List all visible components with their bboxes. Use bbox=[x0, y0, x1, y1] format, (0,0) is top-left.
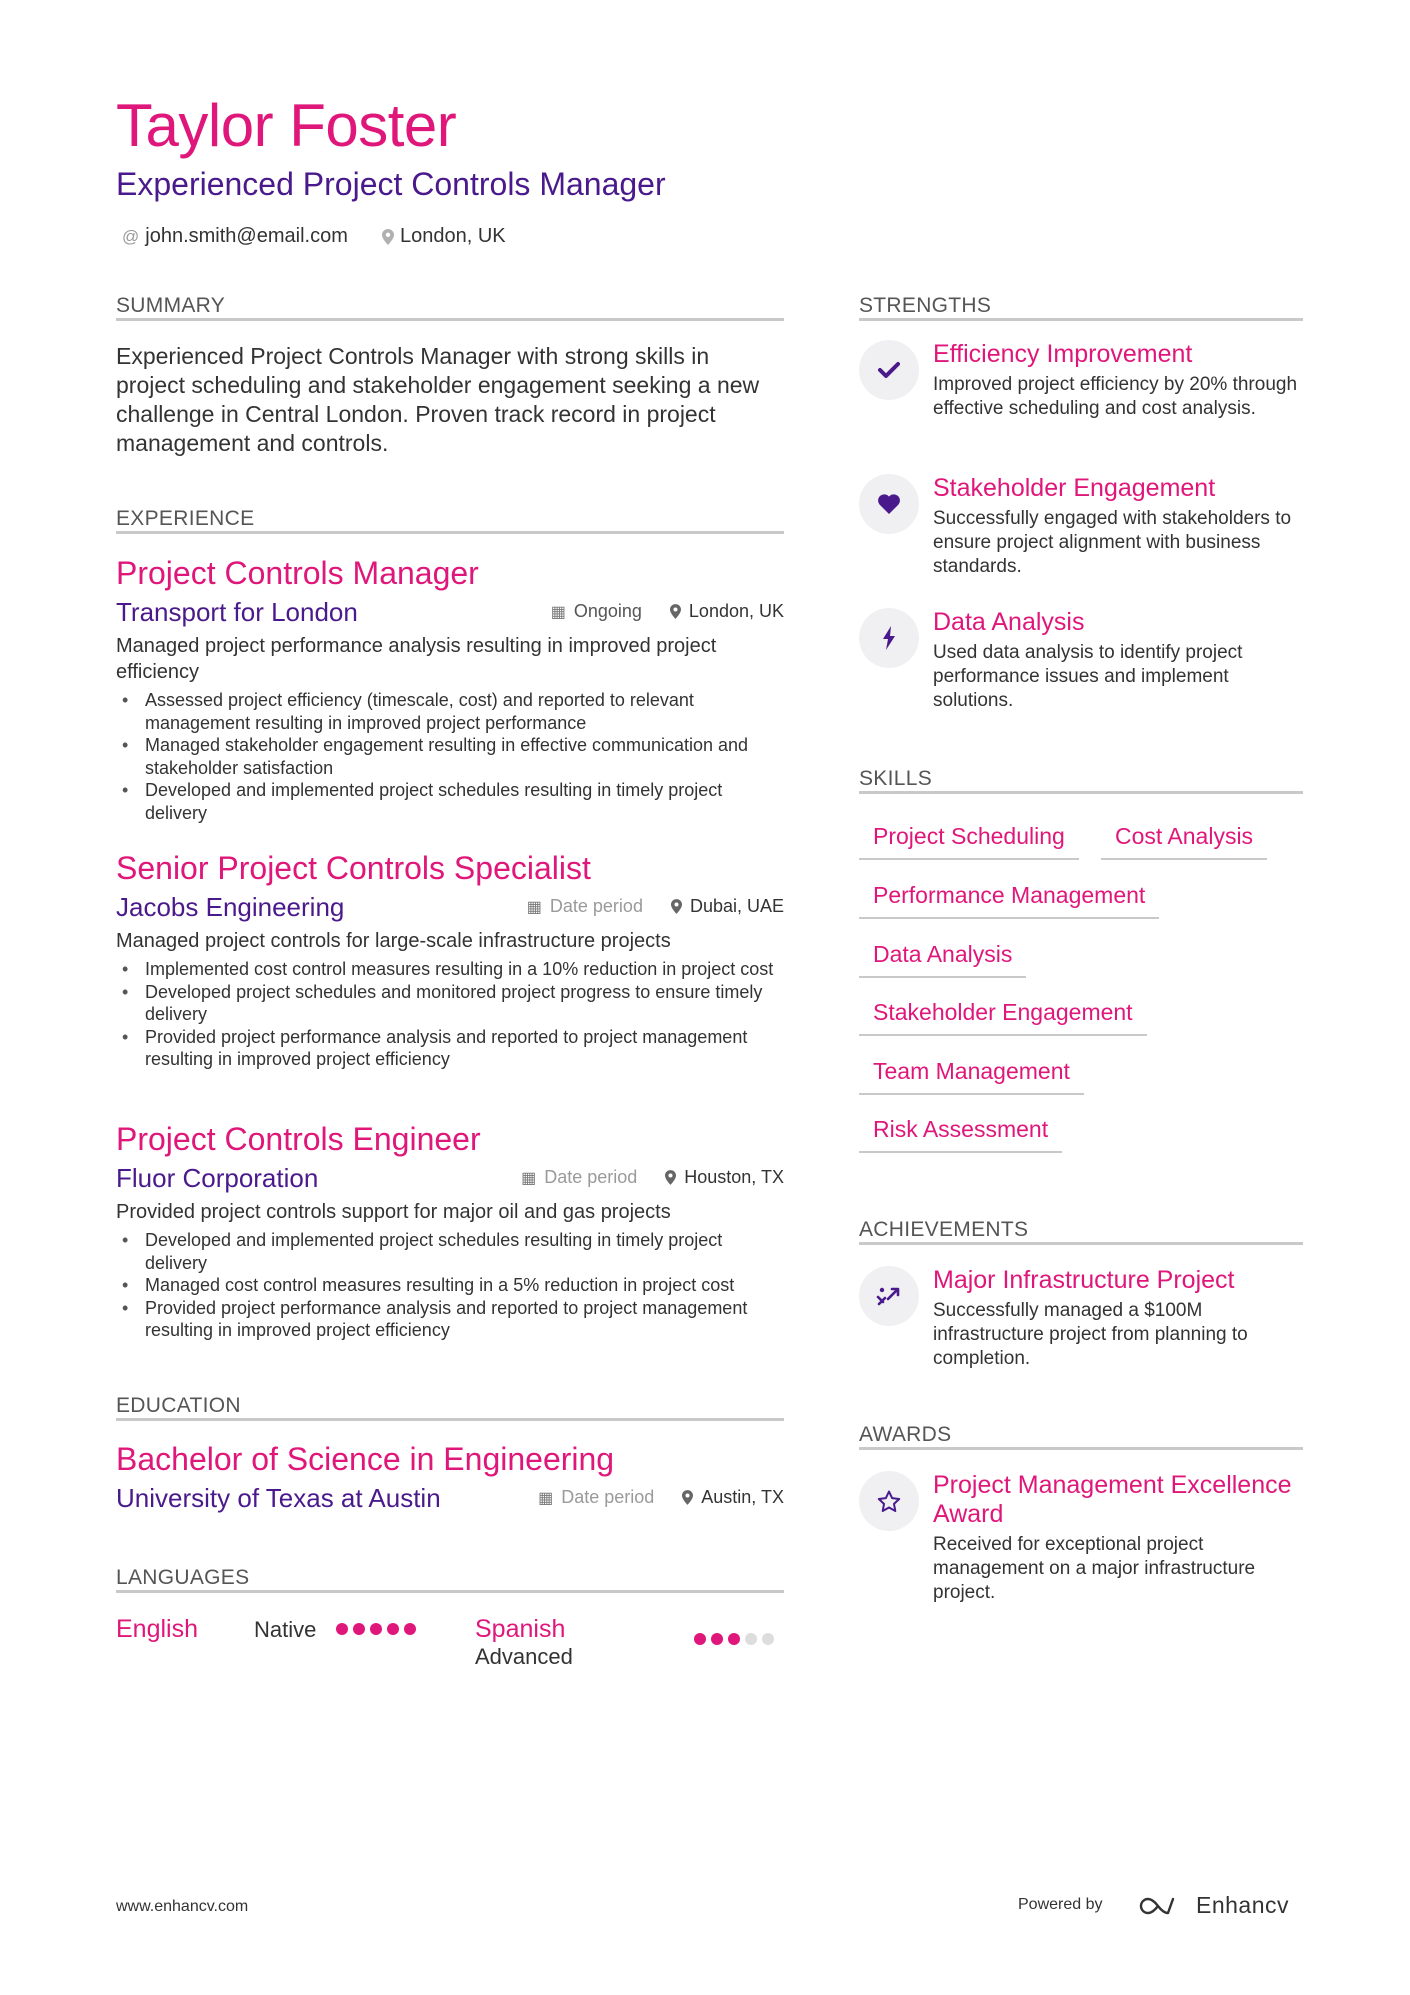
heart-icon bbox=[859, 474, 919, 534]
bullet-item: • Developed and implemented project schedules resulting in timely project delivery bbox=[116, 1229, 784, 1274]
job-meta bbox=[551, 601, 784, 622]
awards-heading: AWARDS bbox=[859, 1423, 952, 1446]
job-title: Senior Project Controls Specialist bbox=[116, 850, 591, 886]
summary-divider bbox=[116, 318, 784, 321]
achievement-title: Major Infrastructure Project bbox=[933, 1266, 1235, 1294]
location-pin-icon bbox=[671, 899, 682, 914]
rating-dot bbox=[370, 1623, 382, 1635]
education-divider bbox=[116, 1418, 784, 1421]
location-pin-icon bbox=[682, 1490, 693, 1505]
summary-text: Experienced Project Controls Manager with strong skills in project scheduling and stakeholder engagement seeking a new challenge in Central London. Proven track record in project management and controls. bbox=[116, 343, 760, 456]
rating-dot bbox=[694, 1633, 706, 1645]
school-name: University of Texas at Austin bbox=[116, 1483, 441, 1513]
job-title: Project Controls Engineer bbox=[116, 1121, 481, 1157]
bullet-item: • Assessed project efficiency (timescale, cost) and reported to relevant management resulting in improved project performance bbox=[116, 689, 784, 734]
candidate-title: Experienced Project Controls Manager bbox=[116, 166, 666, 202]
rating-dot bbox=[336, 1623, 348, 1635]
skill-tag: Data Analysis bbox=[859, 943, 1026, 978]
job-bullets bbox=[116, 958, 784, 1071]
strength-title: Efficiency Improvement bbox=[933, 340, 1193, 368]
rating-dot bbox=[353, 1623, 365, 1635]
rating-dot bbox=[387, 1623, 399, 1635]
bullet-item: • Provided project performance analysis and reported to project management resulting in improved project efficiency bbox=[116, 1026, 784, 1071]
achievements-divider bbox=[859, 1242, 1303, 1245]
job-bullets bbox=[116, 689, 784, 824]
language-level: Advanced bbox=[475, 1644, 573, 1669]
education-item bbox=[116, 1443, 784, 1515]
job-location-text: Dubai, UAE bbox=[689, 896, 784, 916]
job-location bbox=[671, 896, 784, 917]
language-rating bbox=[694, 1633, 774, 1645]
job-date-text: Date period bbox=[544, 1167, 638, 1187]
achievement-text: Successfully managed a $100M infrastructure project from planning to completion. bbox=[933, 1300, 1248, 1369]
calendar-icon: ▦ bbox=[538, 1489, 554, 1507]
enhancv-logo-icon bbox=[1138, 1894, 1184, 1918]
language-rating bbox=[336, 1623, 416, 1635]
degree-title: Bachelor of Science in Engineering bbox=[116, 1441, 615, 1477]
experience-divider bbox=[116, 531, 784, 534]
language-level: Native bbox=[254, 1617, 317, 1642]
strength-title: Stakeholder Engagement bbox=[933, 474, 1216, 502]
strength-text: Successfully engaged with stakeholders to ensure project alignment with business standards. bbox=[933, 508, 1292, 577]
education-location bbox=[682, 1487, 784, 1508]
education-location-text: Austin, TX bbox=[701, 1487, 784, 1507]
languages-divider bbox=[116, 1590, 784, 1593]
powered-by-text: Powered by bbox=[1018, 1896, 1103, 1913]
bullet-item: • Implemented cost control measures resulting in a 10% reduction in project cost bbox=[116, 958, 784, 981]
job-title: Project Controls Manager bbox=[116, 555, 479, 591]
skills-divider bbox=[859, 791, 1303, 794]
company-name: Jacobs Engineering bbox=[116, 892, 345, 922]
strengths-heading: STRENGTHS bbox=[859, 294, 992, 317]
experience-item bbox=[116, 557, 784, 824]
achievements-heading: ACHIEVEMENTS bbox=[859, 1218, 1029, 1241]
candidate-name: Taylor Foster bbox=[116, 92, 457, 159]
rating-dot bbox=[745, 1633, 757, 1645]
calendar-icon: ▦ bbox=[550, 603, 566, 621]
calendar-icon: ▦ bbox=[521, 1169, 537, 1187]
star-icon bbox=[859, 1471, 919, 1531]
bullet-item: • Developed project schedules and monitored project progress to ensure timely delivery bbox=[116, 981, 784, 1026]
rating-dot bbox=[711, 1633, 723, 1645]
skills-heading: SKILLS bbox=[859, 767, 933, 790]
job-meta bbox=[527, 896, 784, 917]
job-description: Managed project controls for large-scale infrastructure projects bbox=[116, 930, 671, 952]
job-location-text: London, UK bbox=[688, 601, 784, 621]
brand-name: Enhancv bbox=[1196, 1892, 1290, 1918]
experience-heading: EXPERIENCE bbox=[116, 507, 255, 530]
experience-item bbox=[116, 1123, 784, 1342]
job-location bbox=[665, 1167, 784, 1188]
bolt-icon bbox=[859, 608, 919, 668]
education-heading: EDUCATION bbox=[116, 1394, 241, 1417]
awards-divider bbox=[859, 1447, 1303, 1450]
language-name: English bbox=[116, 1615, 198, 1643]
bullet-item: • Provided project performance analysis and reported to project management resulting in improved project efficiency bbox=[116, 1297, 784, 1342]
at-icon: @ bbox=[122, 226, 140, 246]
strength-text: Improved project efficiency by 20% through effective scheduling and cost analysis. bbox=[933, 374, 1298, 419]
brand-logo[interactable] bbox=[1138, 1892, 1289, 1919]
skill-tag: Cost Analysis bbox=[1101, 825, 1267, 860]
language-name: Spanish bbox=[475, 1615, 566, 1643]
summary-heading: SUMMARY bbox=[116, 294, 226, 317]
contact-email[interactable] bbox=[122, 225, 348, 248]
job-date-text: Date period bbox=[549, 896, 643, 916]
bullet-item: • Managed stakeholder engagement resulting in effective communication and stakeholder satisfaction bbox=[116, 734, 784, 779]
rating-dot bbox=[404, 1623, 416, 1635]
location-pin-icon bbox=[665, 1170, 676, 1185]
location-pin-icon bbox=[382, 229, 394, 245]
location-text: London, UK bbox=[400, 225, 506, 247]
education-meta bbox=[538, 1487, 784, 1508]
skill-tag: Team Management bbox=[859, 1060, 1084, 1095]
award-text: Received for exceptional project management on a major infrastructure project. bbox=[933, 1534, 1256, 1603]
job-description: Managed project performance analysis resulting in improved project efficiency bbox=[116, 635, 717, 683]
job-date-text: Ongoing bbox=[573, 601, 642, 621]
strength-text: Used data analysis to identify project performance issues and implement solutions. bbox=[933, 642, 1243, 711]
rating-dot bbox=[762, 1633, 774, 1645]
job-location bbox=[670, 601, 784, 622]
bullet-item: • Developed and implemented project schedules resulting in timely project delivery bbox=[116, 779, 784, 824]
bullet-item: • Managed cost control measures resulting in a 5% reduction in project cost bbox=[116, 1274, 784, 1297]
check-icon bbox=[859, 340, 919, 400]
languages-heading: LANGUAGES bbox=[116, 1566, 250, 1589]
job-meta bbox=[521, 1167, 784, 1188]
job-date bbox=[527, 896, 643, 917]
contact-location bbox=[382, 225, 506, 248]
job-date bbox=[551, 601, 642, 622]
calendar-icon: ▦ bbox=[526, 898, 542, 916]
job-date bbox=[521, 1167, 637, 1188]
skill-tag: Performance Management bbox=[859, 884, 1159, 919]
skill-tag: Risk Assessment bbox=[859, 1118, 1062, 1153]
award-title: Project Management Excellence Award bbox=[933, 1471, 1292, 1528]
footer-url[interactable]: www.enhancv.com bbox=[116, 1898, 249, 1915]
job-location-text: Houston, TX bbox=[684, 1167, 784, 1187]
skill-tag: Stakeholder Engagement bbox=[859, 1001, 1147, 1036]
job-bullets bbox=[116, 1229, 784, 1342]
company-name: Transport for London bbox=[116, 597, 358, 627]
skill-tag: Project Scheduling bbox=[859, 825, 1079, 860]
job-description: Provided project controls support for major oil and gas projects bbox=[116, 1201, 671, 1223]
strength-title: Data Analysis bbox=[933, 608, 1085, 636]
education-date-text: Date period bbox=[561, 1487, 655, 1507]
education-date bbox=[538, 1487, 654, 1508]
experience-item bbox=[116, 852, 784, 1071]
location-pin-icon bbox=[670, 604, 681, 619]
strengths-divider bbox=[859, 318, 1303, 321]
rocket-icon bbox=[859, 1266, 919, 1326]
email-text: john.smith@email.com bbox=[145, 225, 348, 247]
company-name: Fluor Corporation bbox=[116, 1163, 319, 1193]
rating-dot bbox=[728, 1633, 740, 1645]
